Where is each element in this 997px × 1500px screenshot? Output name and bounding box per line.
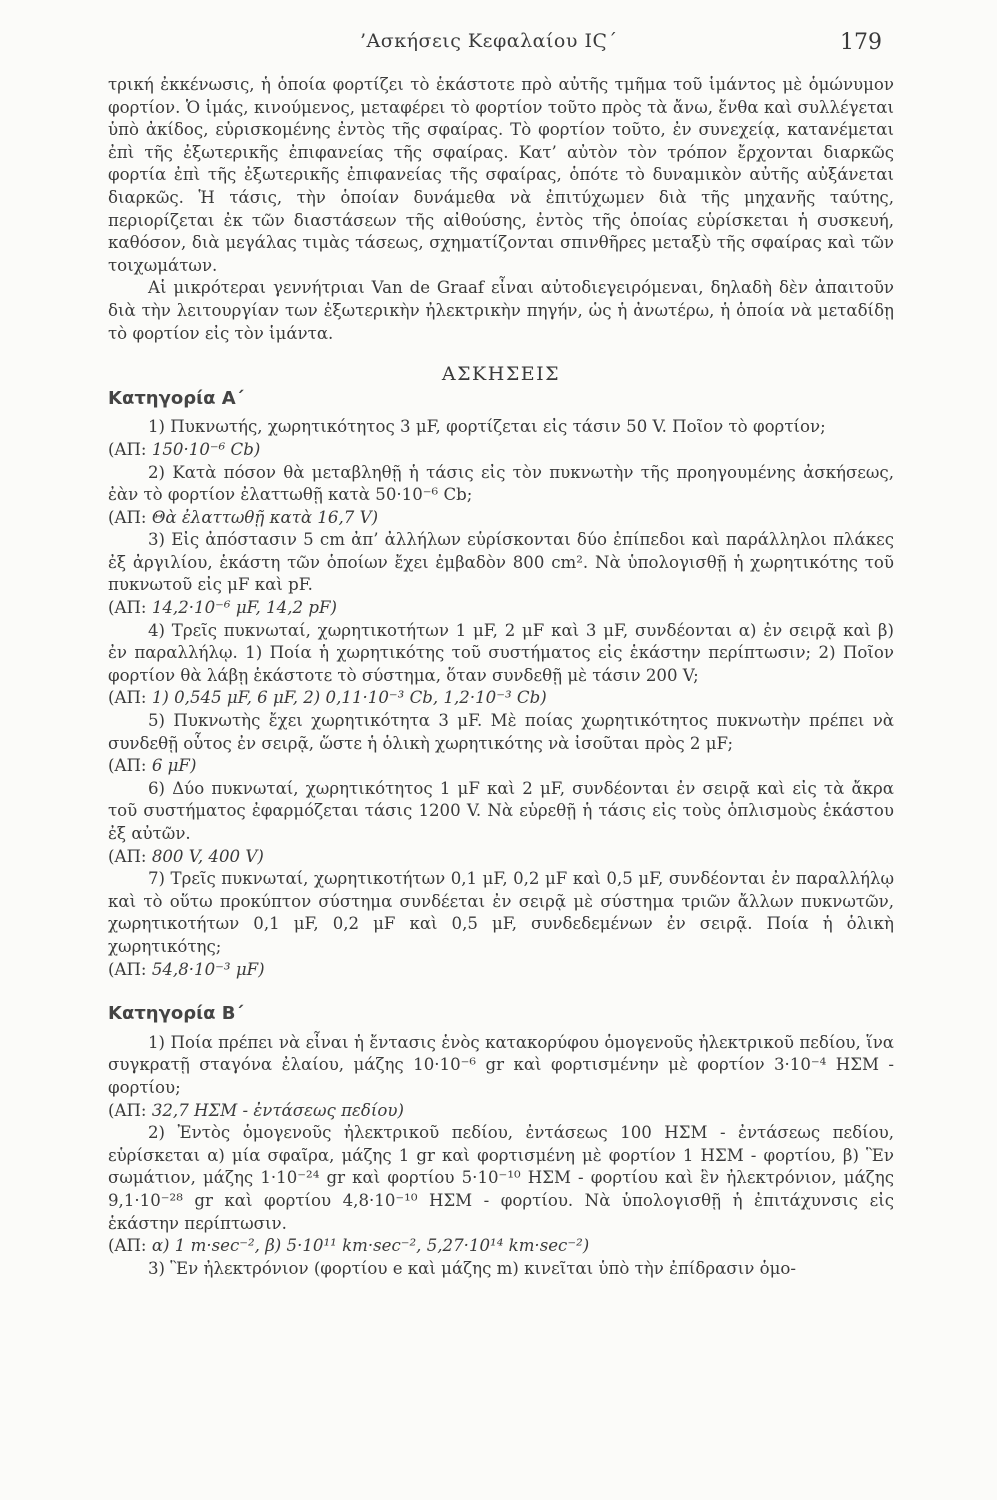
answer-label: (ΑΠ:	[108, 1100, 147, 1120]
answer-label: (ΑΠ:	[108, 439, 147, 459]
intro-paragraph-2: Αἱ μικρότεραι γεννήτριαι Van de Graaf εἶναι αὐτοδιεγειρόμεναι, δηλαδὴ δὲν ἀπαιτοῦν διὰ τὴν λειτουργίαν των ἐξωτερικὴν ἠλεκτρικὴν πηγήν, ὡς ἡ ἀνωτέρω, ἡ ὁποία νὰ μεταδίδῃ τὸ φορτίον εἰς τὸν ἱμάντα.	[108, 278, 894, 343]
answer-label: (ΑΠ:	[108, 598, 147, 618]
answer-a4	[108, 687, 894, 710]
exercise-b2: 2) Ἐντὸς ὁμογενοῦς ἠλεκτρικοῦ πεδίου, ἐντάσεως 100 ΗΣΜ - ἐντάσεως πεδίου, εὑρίσκεται α) μία σφαῖρα, μάζης 1 gr καὶ φορτισμένη μὲ φορτίον 1 ΗΣΜ - φορτίου, β) Ἓν σωμάτιον, μάζης 1·10⁻²⁴ gr καὶ φορτίου 5·10⁻¹⁰ ΗΣΜ - φορτίου καὶ ἓν ἠλεκτρόνιον, μάζης 9,1·10⁻²⁸ gr καὶ φορτίου 4,8·10⁻¹⁰ ΗΣΜ - φορτίου. Νὰ ὑπολογισθῇ ἡ ἐπιτάχυνσις εἰς ἑκάστην περίπτωσιν.	[108, 1123, 894, 1233]
answer-label: (ΑΠ:	[108, 959, 147, 979]
answer-a3	[108, 597, 894, 620]
answer-label: (ΑΠ:	[108, 846, 147, 866]
answer-a6	[108, 846, 894, 869]
answer-value: 6 μF)	[151, 756, 197, 776]
category-b-title: Κατηγορία Β΄	[108, 1003, 244, 1025]
answer-a1	[108, 439, 894, 462]
answer-a5	[108, 755, 894, 778]
category-a-title: Κατηγορία Α΄	[108, 387, 244, 409]
answer-value: 1) 0,545 μF, 6 μF, 2) 0,11·10⁻³ Cb, 1,2·10⁻³ Cb)	[151, 688, 547, 708]
exercise-a7: 7) Τρεῖς πυκνωταί, χωρητικοτήτων 0,1 μF, 0,2 μF καὶ 0,5 μF, συνδέονται ἐν παραλλήλῳ καὶ τὸ οὕτω προκύπτον σύστημα συνδέεται ἐν σειρᾷ μὲ σύστημα τριῶν ἄλλων πυκνωτῶν, χωρητικοτήτων 0,1 μF, 0,2 μF καὶ 0,5 μF, συνδεδεμένων ἐν σειρᾷ. Ποία ἡ ὁλικὴ χωρητικότης;	[108, 869, 894, 956]
exercise-b3: 3) Ἓν ἠλεκτρόνιον (φορτίου e καὶ μάζης m) κινεῖται ὑπὸ τὴν ἐπίδρασιν ὁμο-	[148, 1258, 796, 1278]
running-title: ’Ασκήσεις Κεφαλαίου ΙϚ΄	[360, 30, 618, 52]
answer-label: (ΑΠ:	[108, 1236, 147, 1256]
answer-label: (ΑΠ:	[108, 756, 147, 776]
section-title: ΑΣΚΗΣΕΙΣ	[441, 363, 561, 386]
page-number: 179	[840, 30, 882, 55]
answer-label: (ΑΠ:	[108, 688, 147, 708]
page-body	[108, 74, 894, 1280]
answer-a7	[108, 959, 894, 982]
exercise-a3: 3) Εἰς ἀπόστασιν 5 cm ἀπ’ ἀλλήλων εὑρίσκονται δύο ἐπίπεδοι καὶ παράλληλοι πλάκες ἐξ ἀργιλίου, ἑκάστη τῶν ὁποίων ἔχει ἐμβαδὸν 800 cm². Νὰ ὑπολογισθῇ ἡ χωρητικότης τοῦ πυκνωτοῦ εἰς μF καὶ pF.	[108, 530, 894, 595]
answer-value: 14,2·10⁻⁶ μF, 14,2 pF)	[151, 598, 337, 618]
answer-value: Θὰ ἐλαττωθῇ κατὰ 16,7 V)	[151, 507, 379, 527]
exercise-a2: 2) Κατὰ πόσον θὰ μεταβληθῇ ἡ τάσις εἰς τὸν πυκνωτὴν τῆς προηγουμένης ἀσκήσεως, ἐὰν τὸ φορτίον ἐλαττωθῇ κατὰ 50·10⁻⁶ Cb;	[108, 462, 894, 505]
answer-b2	[108, 1235, 894, 1258]
exercise-a5: 5) Πυκνωτὴς ἔχει χωρητικότητα 3 μF. Μὲ ποίας χωρητικότητος πυκνωτὴν πρέπει νὰ συνδεθῇ οὗτος ἐν σειρᾷ, ὥστε ἡ ὁλικὴ χωρητικότης νὰ ἰσοῦται πρὸς 2 μF;	[108, 711, 894, 753]
exercise-a4: 4) Τρεῖς πυκνωταί, χωρητικοτήτων 1 μF, 2 μF καὶ 3 μF, συνδέονται α) ἐν σειρᾷ καὶ β) ἐν παραλλήλῳ. 1) Ποία ἡ χωρητικότης τοῦ συστήματος εἰς ἑκάστην περίπτωσιν; 2) Ποῖον φορτίον θὰ λάβῃ ἑκάστοτε τὸ σύστημα, ὅταν συνδεθῇ μὲ τάσιν 200 V;	[108, 620, 894, 685]
page-header	[0, 30, 997, 60]
exercise-b1: 1) Ποία πρέπει νὰ εἶναι ἡ ἔντασις ἑνὸς κατακορύφου ὁμογενοῦς ἠλεκτρικοῦ πεδίου, ἵνα συγκρατῇ σταγόνα ἐλαίου, μάζης 10·10⁻⁶ gr καὶ φορτισμένην μὲ φορτίον 3·10⁻⁴ ΗΣΜ - φορτίου;	[108, 1032, 894, 1097]
answer-value: 32,7 ΗΣΜ - ἐντάσεως πεδίου)	[151, 1100, 404, 1120]
answer-value: 54,8·10⁻³ μF)	[151, 959, 265, 979]
answer-value: 800 V, 400 V)	[151, 846, 264, 866]
answer-b1	[108, 1100, 894, 1123]
answer-label: (ΑΠ:	[108, 507, 147, 527]
intro-paragraph-1: τρική ἐκκένωσις, ἡ ὁποία φορτίζει τὸ ἑκάστοτε πρὸ αὐτῆς τμῆμα τοῦ ἱμάντος μὲ ὁμώνυμον φορτίον. Ὁ ἱμάς, κινούμενος, μεταφέρει τὸ φορτίον τοῦτο πρὸς τὰ ἄνω, ἔνθα καὶ συλλέγεται ὑπὸ ἀκίδος, εὑρισκομένης ἐντὸς τῆς σφαίρας. Τὸ φορτίον τοῦτο, ἐν συνεχείᾳ, κατανέμεται ἐπὶ τῆς ἐξωτερικῆς ἐπιφανείας τῆς σφαίρας. Κατ’ αὐτὸν τὸν τρόπον ἔρχονται διαρκῶς φορτία ἐπὶ τῆς ἐξωτερικῆς ἐπιφανείας τῆς σφαίρας, ὁπότε τὸ δυναμικὸν αὐτῆς αὐξάνεται διαρκῶς. Ἡ τάσις, τὴν ὁποίαν δυνάμεθα νὰ ἐπιτύχωμεν διὰ τῆς μηχανῆς ταύτης, περιορίζεται ἐκ τῶν διαστάσεων τῆς αἰθούσης, ἐντὸς τῆς ὁποίας εὑρίσκεται ἡ συσκευή, καθόσον, διὰ μεγάλας τιμὰς τάσεως, σχηματίζονται σπινθῆρες μεταξὺ τῆς σφαίρας καὶ τῶν τοιχωμάτων.	[108, 75, 894, 275]
answer-value: α) 1 m·sec⁻², β) 5·10¹¹ km·sec⁻², 5,27·10¹⁴ km·sec⁻²)	[151, 1236, 590, 1256]
answer-value: 150·10⁻⁶ Cb)	[151, 439, 261, 459]
exercise-a1: 1) Πυκνωτής, χωρητικότητος 3 μF, φορτίζεται εἰς τάσιν 50 V. Ποῖον τὸ φορτίον;	[148, 417, 826, 437]
exercise-a6: 6) Δύο πυκνωταί, χωρητικότητος 1 μF καὶ 2 μF, συνδέονται ἐν σειρᾷ καὶ εἰς τὰ ἄκρα τοῦ συστήματος ἐφαρμόζεται τάσις 1200 V. Νὰ εὑρεθῇ ἡ τάσις εἰς τοὺς ὁπλισμοὺς ἑκάστου ἐξ αὐτῶν.	[108, 778, 894, 843]
answer-a2	[108, 507, 894, 530]
